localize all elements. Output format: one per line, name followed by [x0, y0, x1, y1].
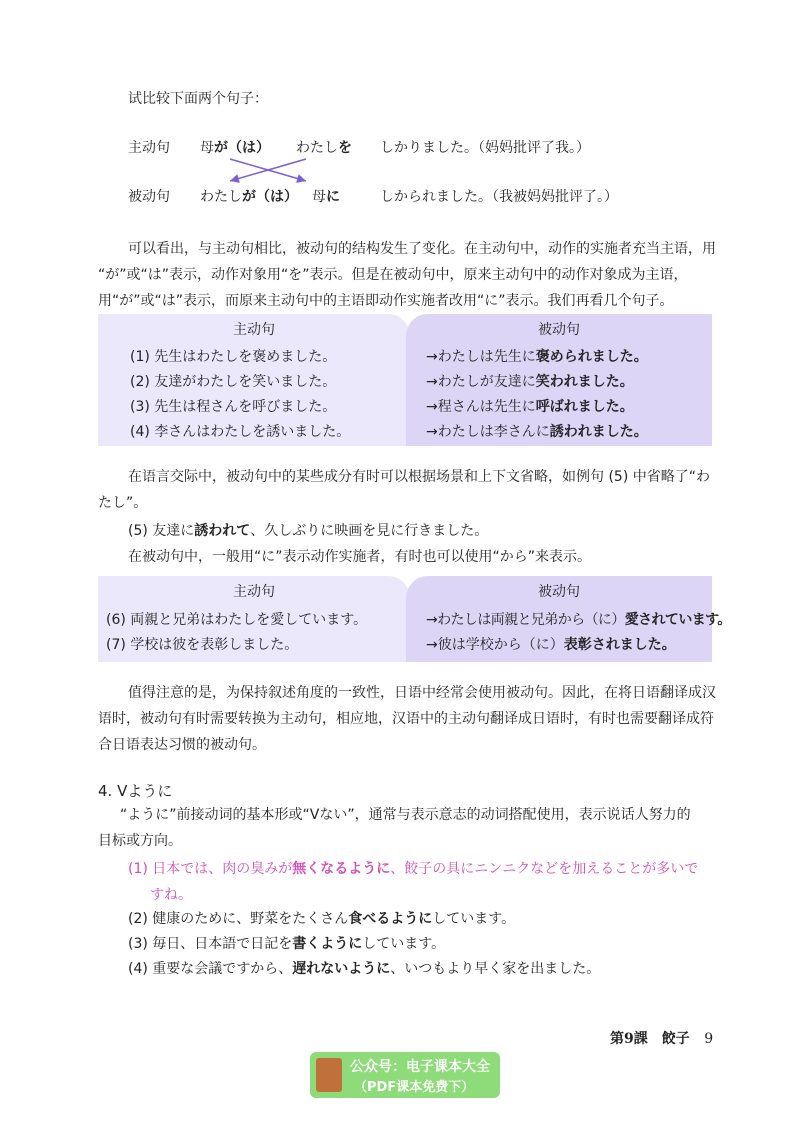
- section-description: “ように”前接动词的基本形或“Vない”，通常与表示意志的动词搭配使用，表示说话人努力的 目标或方向。: [98, 807, 691, 849]
- section-title: 4. Vように: [98, 782, 173, 800]
- page-footer: 第9課 餃子 9: [610, 1031, 714, 1047]
- table-row: →彼は学校から（に）表彰されました。: [426, 637, 676, 653]
- book-icon: [316, 1058, 342, 1092]
- example-4: (4) 重要な会議ですから、遅れないように、いつもより早く家を出ました。: [128, 961, 601, 977]
- passive-column-header: 被动句: [538, 584, 580, 600]
- table-row: →わたしは両親と兄弟から（に）愛されています。: [426, 612, 731, 628]
- table-row: (3) 先生は程さんを呼びました。: [130, 399, 337, 415]
- passive-agent: 母に: [312, 189, 340, 205]
- active-column: [98, 576, 410, 662]
- example-3: (3) 毎日、日本語で日記を書くようにしています。: [128, 936, 446, 952]
- watermark-badge: 公众号：电子课本大全 （PDF课本免费下）: [310, 1052, 500, 1098]
- table-row: →わたしが友達に笑われました。: [426, 374, 634, 390]
- example-5: (5) 友達に誘われて、久しぶりに映画を見に行きました。: [128, 523, 489, 539]
- table-row: (7) 学校は彼を表彰しました。: [106, 637, 299, 653]
- table-row: →わたしは李さんに誘われました。: [426, 424, 648, 440]
- example-2: (2) 健康のために、野菜をたくさん食べるようにしています。: [128, 911, 516, 927]
- active-subject: 母が（は）: [200, 140, 270, 156]
- table-row: (6) 両親と兄弟はわたしを愛しています。: [106, 612, 368, 628]
- example-1: (1) 日本では、肉の臭みが無くなるように、餃子の具にニンニクなどを加えることが多いで すね。: [128, 861, 699, 903]
- active-column: [98, 314, 410, 446]
- table-row: (4) 李さんはわたしを誘いました。: [130, 424, 351, 440]
- paragraph-4: 值得注意的是，为保持叙述角度的一致性，日语中经常会使用被动句。因此，在将日语翻译成汉 语时，被动句有时需要转换为主动句，相应地，汉语中的主动句翻译成日语时，有时也需要翻译成符 合日语表达习惯的被动句。: [98, 685, 716, 753]
- passive-table-2: [98, 576, 731, 662]
- passive-subject: わたしが（は）: [200, 189, 298, 205]
- passive-table-1: [98, 314, 712, 446]
- paragraph-3: 在被动句中，一般用“に”表示动作实施者，有时也可以使用“から”来表示。: [128, 549, 592, 565]
- active-object: わたしを: [296, 140, 352, 156]
- table-row: →程さんは先生に呼ばれました。: [426, 399, 634, 415]
- active-column-header: 主动句: [233, 322, 275, 338]
- table-row: →わたしは先生に褒められました。: [426, 349, 648, 365]
- table-row: (1) 先生はわたしを褒めました。: [130, 349, 337, 365]
- intro-text: 试比较下面两个句子：: [128, 91, 268, 107]
- paragraph-1: 可以看出，与主动句相比，被动句的结构发生了变化。在主动句中，动作的实施者充当主语，用 “が”或“は”表示，动作对象用“を”表示。但是在被动句中，原来主动句中的动作对象成为主语， 用“が”或“は”表示，而原来主动句中的主语即动作实施者改用“に”表示。我们再看几个句子。: [98, 241, 716, 309]
- active-label: 主动句: [128, 140, 170, 156]
- active-column-header: 主动句: [233, 584, 275, 600]
- paragraph-2: 在语言交际中，被动句中的某些成分有时可以根据场景和上下文省略，如例句 (5) 中省略了“わ たし”。: [98, 469, 710, 511]
- passive-column: [406, 576, 731, 662]
- passive-predicate: しかられました。（我被妈妈批评了。）: [380, 189, 618, 205]
- passive-column-header: 被动句: [538, 322, 580, 338]
- passive-label: 被动句: [128, 189, 170, 205]
- cross-arrows: [220, 155, 320, 185]
- table-row: (2) 友達がわたしを笑いました。: [130, 374, 337, 390]
- active-predicate: しかりました。（妈妈批评了我。）: [380, 140, 590, 156]
- passive-column: [406, 314, 712, 446]
- page-number: 9: [704, 1031, 714, 1047]
